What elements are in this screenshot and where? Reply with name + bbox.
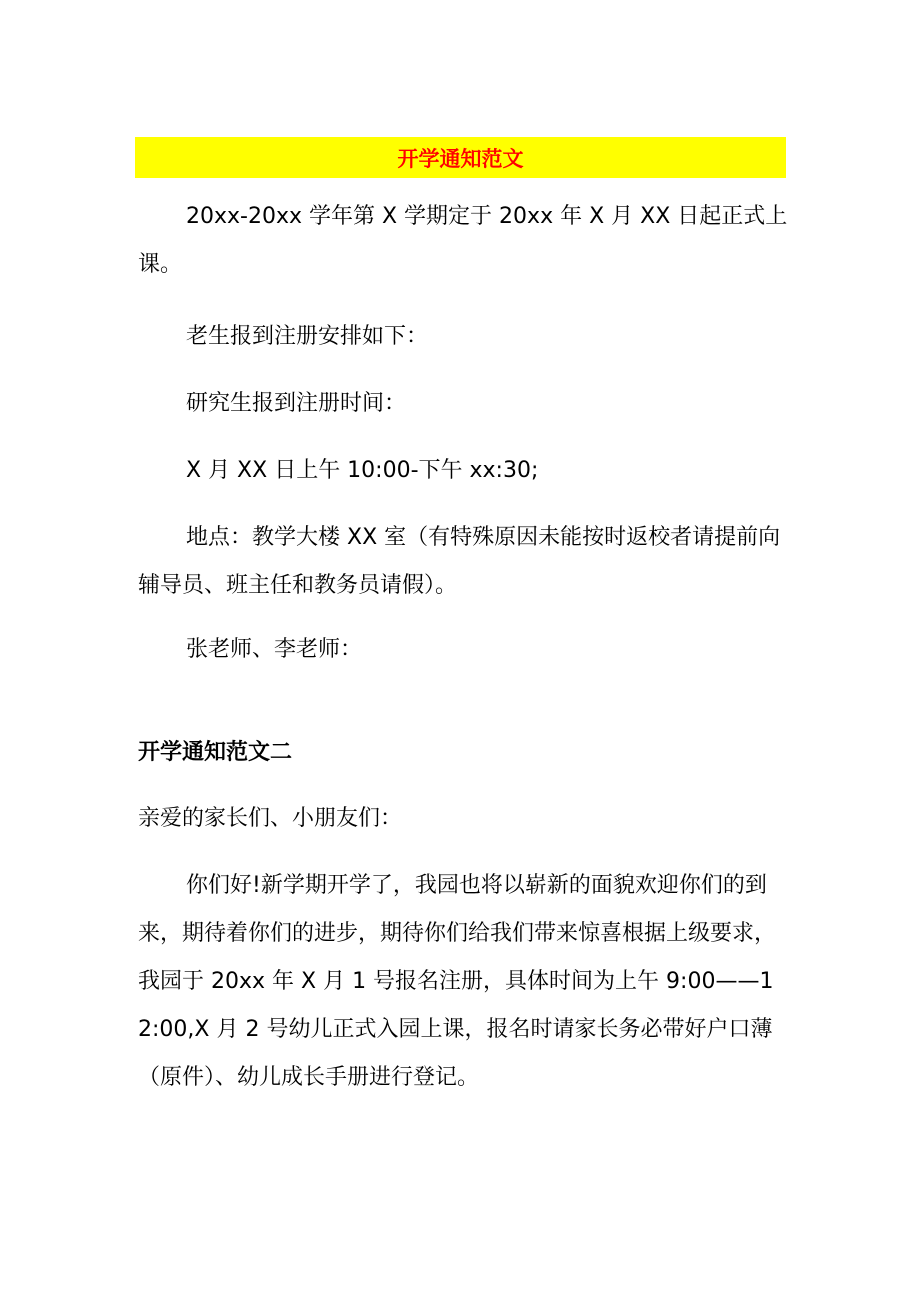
paragraph-location: 地点：教学大楼 XX 室（有特殊原因未能按时返校者请提前向辅导员、班主任和教务员请假）。 — [138, 525, 781, 598]
section2-heading: 开学通知范文二 — [138, 740, 293, 765]
paragraph-time-range: X 月 XX 日上午 10:00-下午 xx:30; — [186, 458, 539, 483]
paragraph-registration-arrangement: 老生报到注册安排如下： — [186, 324, 429, 349]
title-banner — [135, 137, 786, 178]
paragraph-teachers: 张老师、李老师： — [186, 637, 363, 662]
document-title: 开学通知范文 — [397, 146, 524, 171]
paragraph-semester-start: 20xx-20xx 学年第 X 学期定于 20xx 年 X 月 XX 日起正式上课。 — [138, 204, 788, 277]
section2-body: 你们好!新学期开学了，我园也将以崭新的面貌欢迎你们的到来，期待着你们的进步，期待你们给我们带来惊喜根据上级要求，我园于 20xx 年 X 月 1 号报名注册，具体时间为上午 9:00——12:00,X 月 2 号幼儿正式入园上课，报名时请家长务必带好户口薄（原件）、幼儿成长手册进行登记。 — [138, 873, 777, 1090]
paragraph-graduate-registration-time: 研究生报到注册时间： — [186, 391, 407, 416]
section2-greeting: 亲爱的家长们、小朋友们： — [138, 806, 403, 831]
